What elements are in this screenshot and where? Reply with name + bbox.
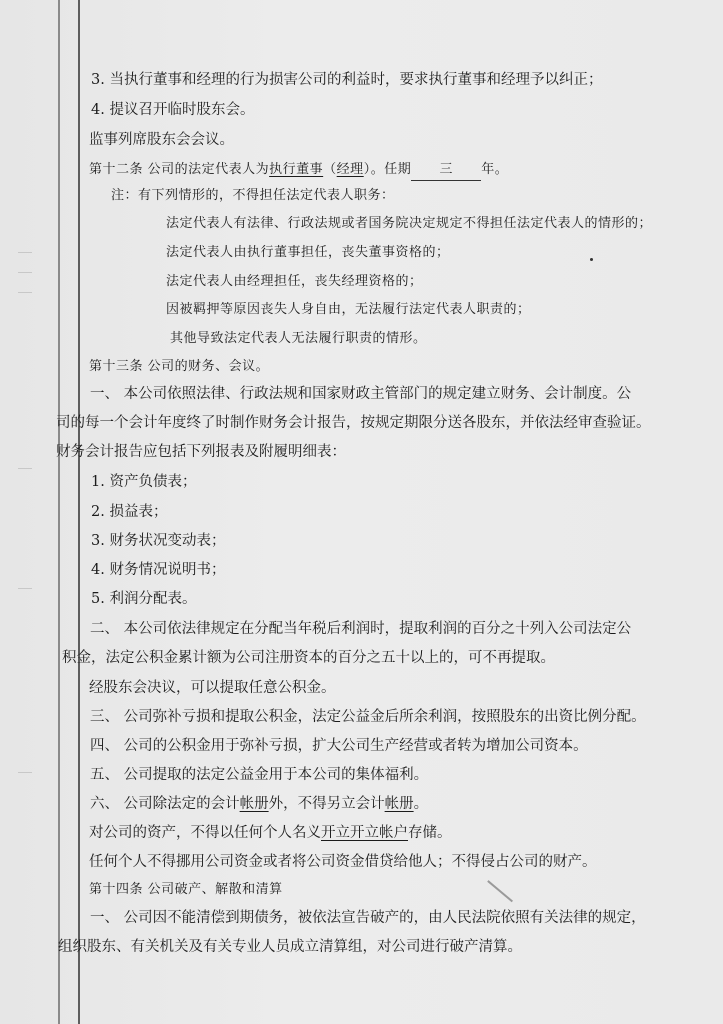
stray-mark [590, 258, 593, 261]
para-4: 四、 公司的公积金用于弥补亏损，扩大公司生产经营或者转为增加公司资本。 [90, 738, 588, 754]
article-14: 第十四条 公司破产、解散和清算 [89, 882, 283, 897]
note-heading: 注：有下列情形的，不得担任法定代表人职务： [111, 188, 395, 203]
report-item-2: 2. 损益表； [91, 504, 168, 520]
supervisor-attend: 监事列席股东会会议。 [89, 132, 234, 148]
report-item-5: 5. 利润分配表。 [91, 591, 197, 607]
supervisor-power-3: 3. 当执行董事和经理的行为损害公司的利益时，要求执行董事和经理予以纠正； [91, 72, 603, 88]
article-12: 第十二条 公司的法定代表人为执行董事（经理）。任期 三 年。 [89, 160, 508, 181]
margin-mark [18, 272, 32, 273]
report-item-1: 1. 资产负债表； [91, 474, 197, 490]
para-6: 六、 公司除法定的会计帐册外，不得另立会计帐册。 [90, 796, 429, 812]
ledger-underlined-1: 帐册 [239, 796, 269, 812]
para-5: 五、 公司提取的法定公益金用于本公司的集体福利。 [90, 767, 429, 783]
para-1-cont: 司的每一个会计年度终了时制作财务会计报告，按规定期限分送各股东，并依法经审查验证。 [56, 415, 651, 431]
para-1: 一、 本公司依照法律、行政法规和国家财政主管部门的规定建立财务、会计制度。公 [90, 386, 632, 402]
margin-mark [18, 772, 32, 773]
margin-mark [18, 252, 32, 253]
margin-mark [18, 292, 32, 293]
para-1-cont2: 财务会计报告应包括下列报表及附履明细表： [56, 444, 346, 460]
note-item-4: 因被羁押等原因丧失人身自由，无法履行法定代表人职责的； [166, 302, 531, 317]
margin-mark [18, 468, 32, 469]
article-13: 第十三条 公司的财务、会议。 [89, 359, 270, 374]
para-2-cont2: 经股东会决议，可以提取任意公积金。 [89, 680, 336, 696]
ledger-underlined-2: 帐册 [384, 796, 414, 812]
note-item-1: 法定代表人有法律、行政法规或者国务院决定规定不得担任法定代表人的情形的； [166, 216, 653, 231]
legal-rep-underlined: 执行董事 [269, 162, 324, 177]
note-item-2: 法定代表人由执行董事担任，丧失董事资格的； [166, 245, 450, 260]
report-item-3: 3. 财务状况变动表； [91, 533, 226, 549]
para-3: 三、 公司弥补亏损和提取公积金，法定公益金后所余利润，按照股东的出资比例分配。 [90, 709, 646, 725]
binding-edge [78, 0, 80, 1024]
manager-underlined: 经理 [336, 162, 364, 177]
note-item-5: 其他导致法定代表人无法履行职责的情形。 [170, 331, 427, 346]
para-2: 二、 本公司依法律规定在分配当年税后利润时，提取利润的百分之十列入公司法定公 [90, 621, 632, 637]
note-item-3: 法定代表人由经理担任，丧失经理资格的； [166, 274, 423, 289]
report-item-4: 4. 财务情况说明书； [91, 562, 226, 578]
para-7: 对公司的资产，不得以任何个人名义开立开立帐户存储。 [89, 825, 452, 841]
supervisor-power-4: 4. 提议召开临时股东会。 [91, 102, 255, 118]
para-9: 一、 公司因不能清偿到期债务，被依法宣告破产的，由人民法院依照有关法律的规定， [90, 910, 646, 926]
para-8: 任何个人不得挪用公司资金或者将公司资金借贷给他人；不得侵占公司的财产。 [89, 854, 597, 870]
margin-mark [18, 588, 32, 589]
pen-scratch [488, 880, 513, 902]
para-2-cont: 积金，法定公积金累计额为公司注册资本的百分之五十以上的，可不再提取。 [62, 650, 555, 666]
term-blank: 三 [411, 160, 481, 181]
account-underlined: 开立开立帐户 [321, 825, 408, 841]
para-9-cont: 组织股东、有关机关及有关专业人员成立清算组，对公司进行破产清算。 [58, 939, 522, 955]
binding-line [58, 0, 60, 1024]
